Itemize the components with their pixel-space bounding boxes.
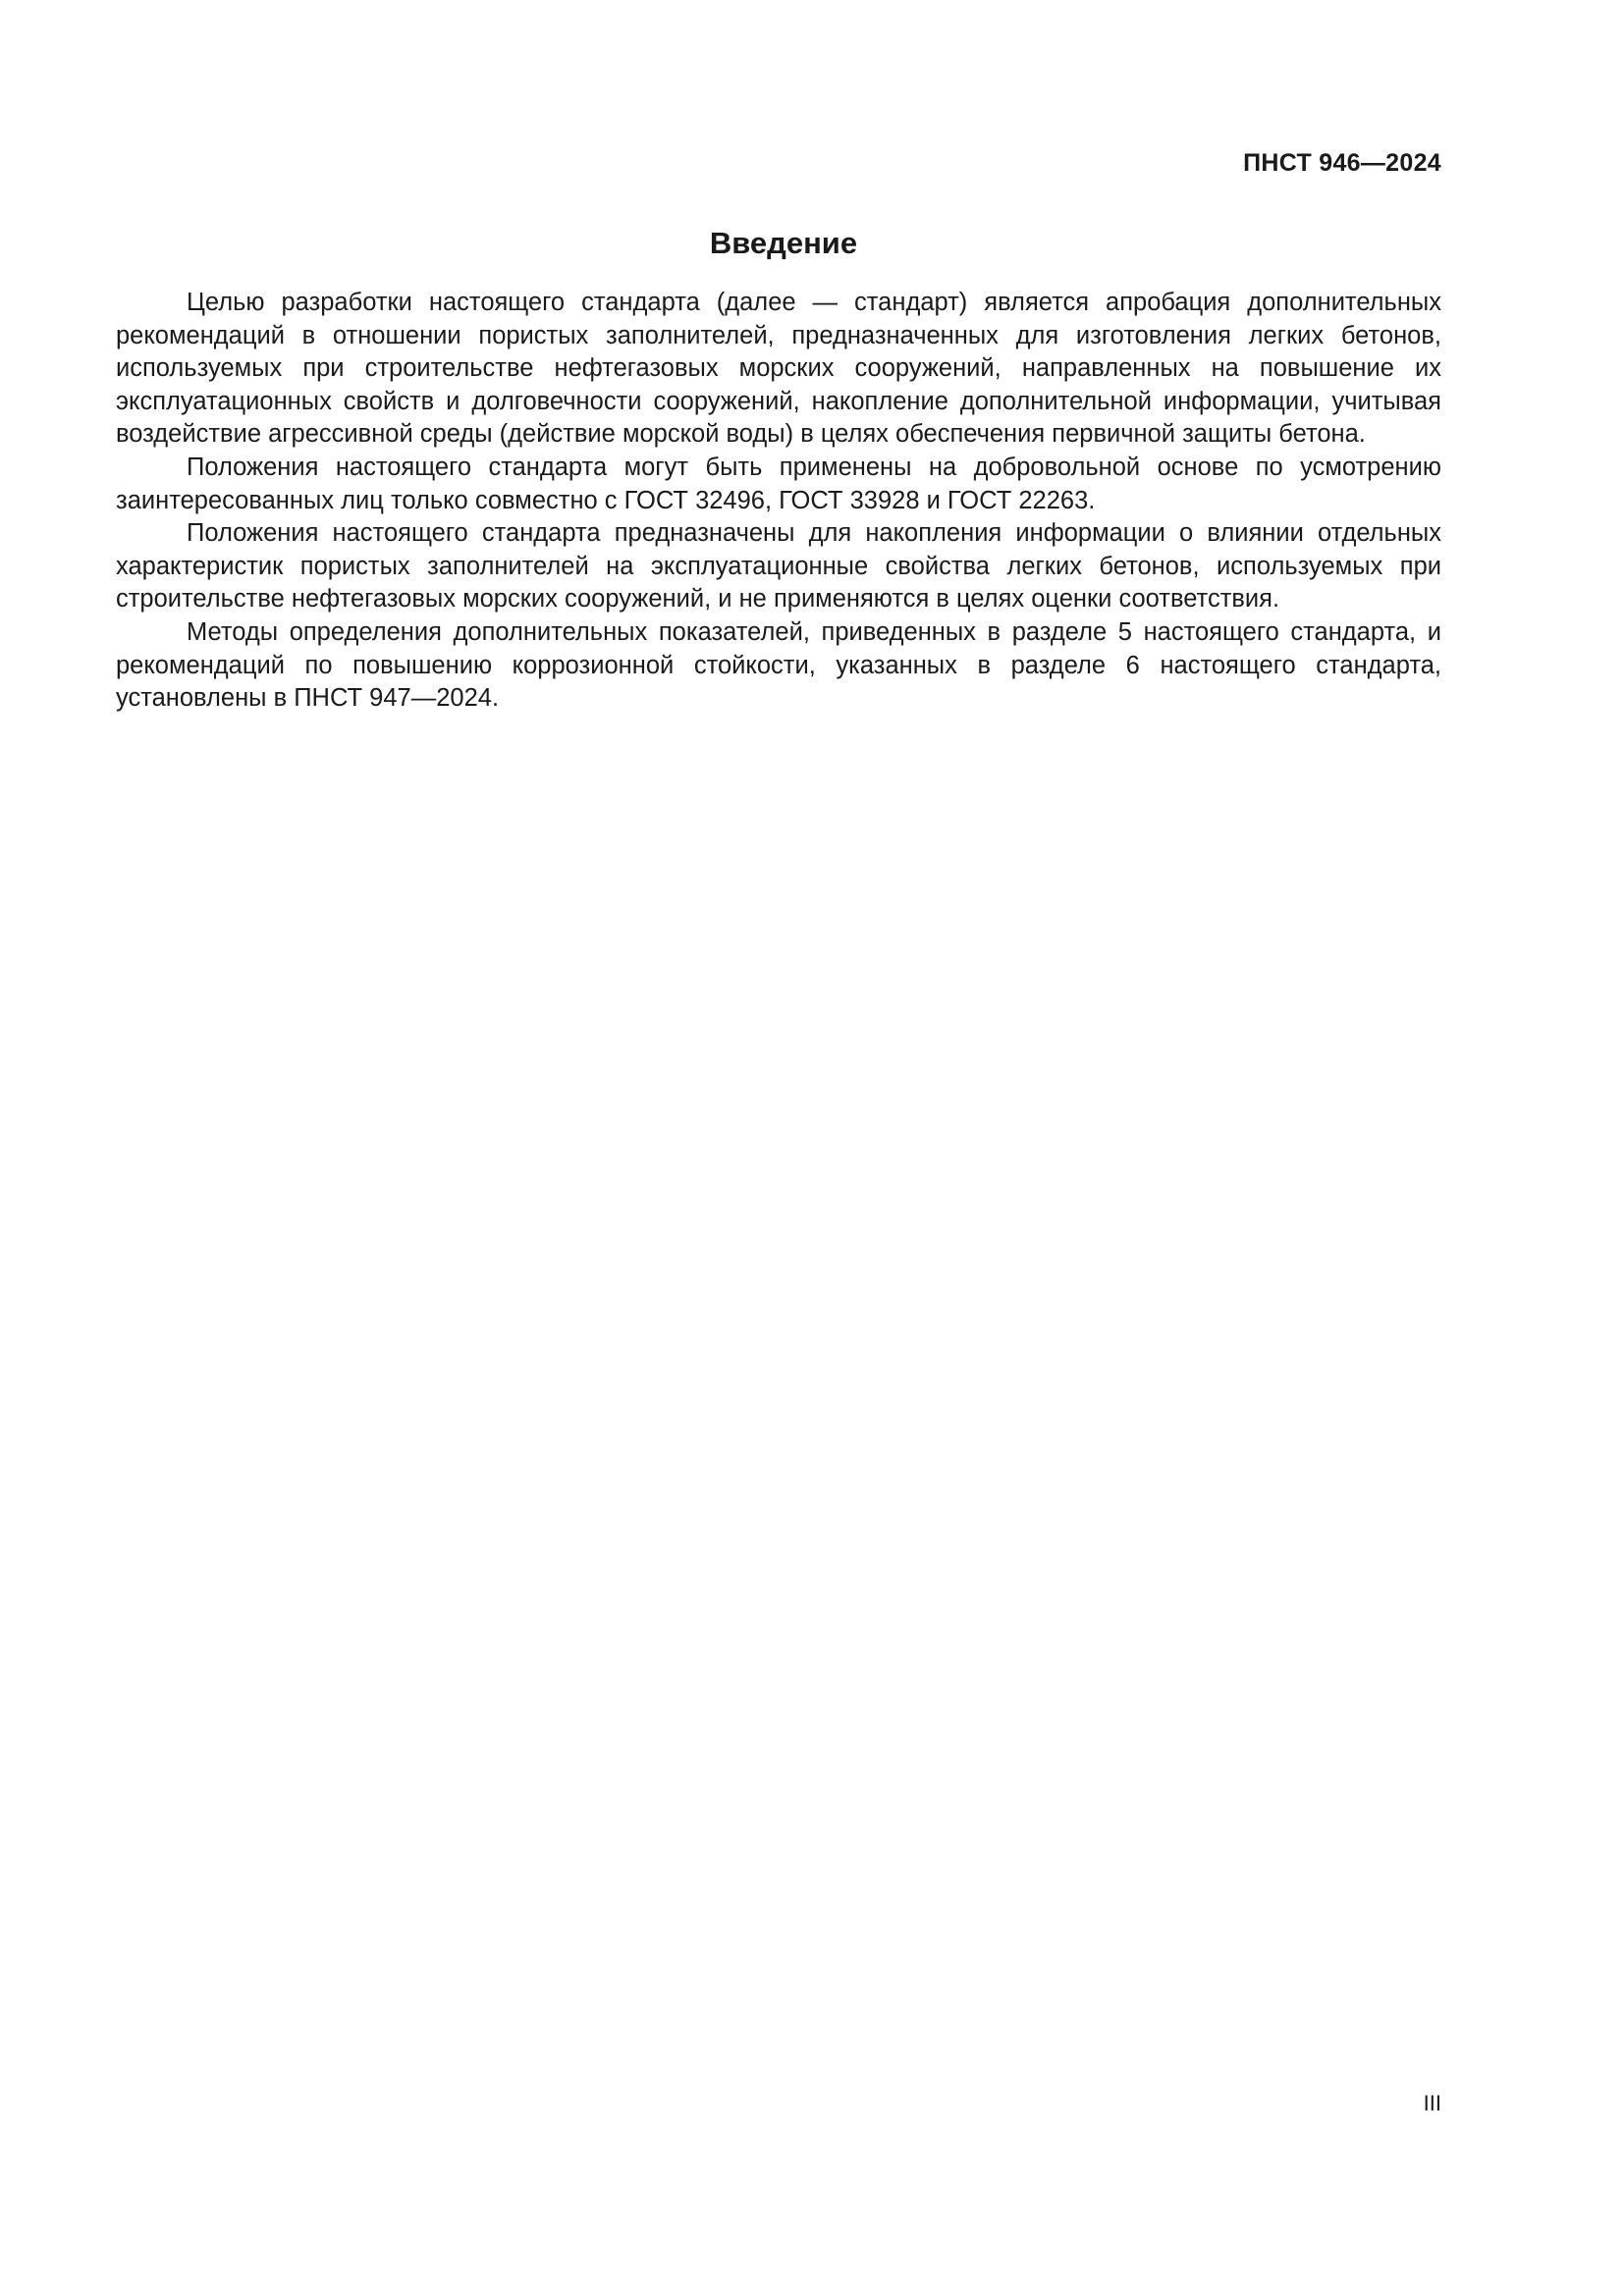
page-title: Введение: [709, 226, 858, 260]
paragraph: Положения настоящего стандарта могут быть применены на добровольной основе по усмотрению заинтересованных лиц только совместно с ГОСТ 32496, ГОСТ 33928 и ГОСТ 22263.: [116, 453, 1441, 514]
paragraph: Методы определения дополнительных показателей, приведенных в разделе 5 настоящего стандарта, и рекомендаций по повышению коррозионной стойкости, указанных в разделе 6 настоящего стандарта, установлены в ПНСТ 947—2024.: [116, 617, 1441, 713]
page-number: III: [1423, 2091, 1441, 2115]
paragraph: Целью разработки настоящего стандарта (далее — стандарт) является апробация дополнительных рекомендаций в отношении пористых заполнителей, предназначенных для изготовления легких бетонов, используемых при строительстве нефтегазовых морских сооружений, направленных на повышение их эксплуатационных свойств и долговечности сооружений, накопление дополнительной информации, учитывая воздействие агрессивной среды (действие морской воды) в целях обеспечения первичной защиты бетона.: [116, 289, 1441, 449]
paragraph: Положения настоящего стандарта предназначены для накопления информации о влиянии отдельных характеристик пористых заполнителей на эксплуатационные свойства легких бетонов, используемых при строительстве нефтегазовых морских сооружений, и не применяются в целях оценки соответствия.: [116, 519, 1441, 614]
introduction-body: [116, 287, 1441, 716]
document-code: ПНСТ 946—2024: [1243, 149, 1441, 177]
